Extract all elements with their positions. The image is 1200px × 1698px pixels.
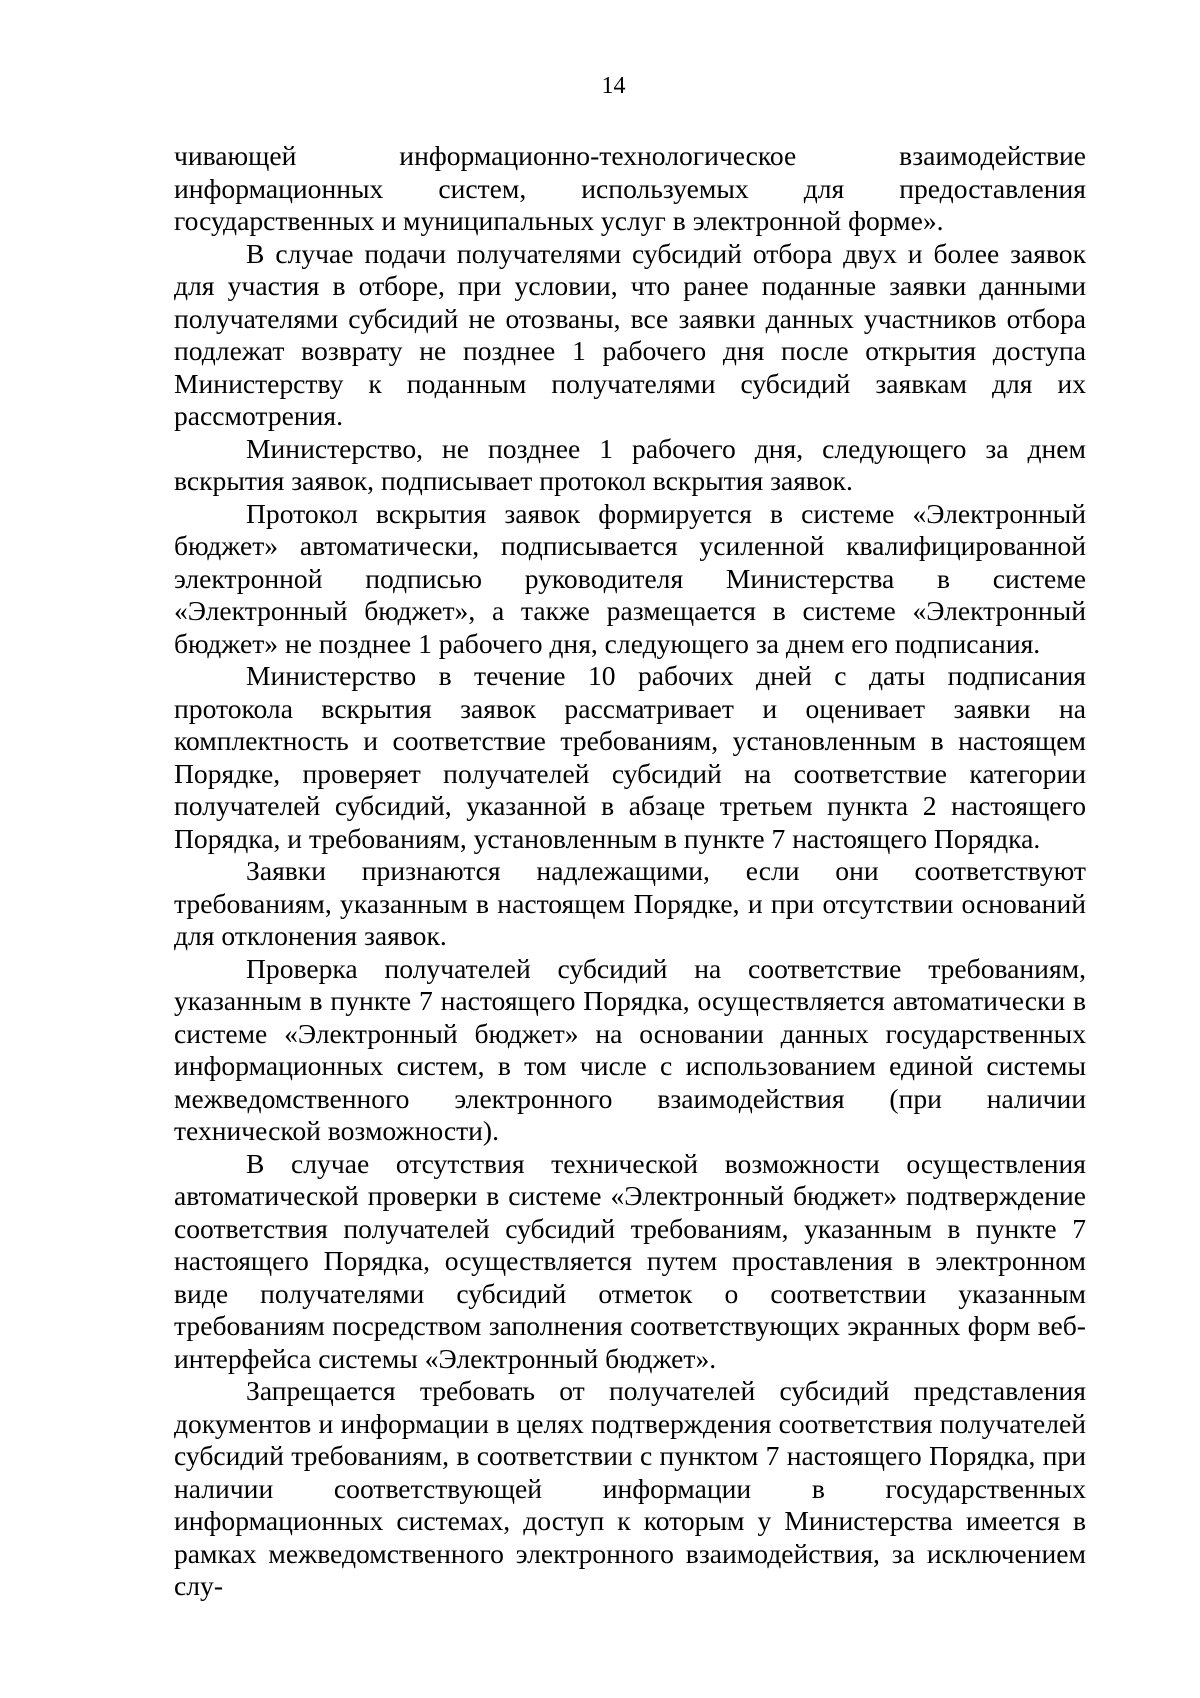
paragraph: Министерство в течение 10 рабочих дней с даты подписания протокола вскрытия заявок рассматривает и оценивает заявки на комплектность и соответствие требованиям, установленным в настоящем Порядке, проверяет получателей субсидий на соответствие категории получателей субсидий, указанной в абзаце третьем пункта 2 настоящего Порядка, и требованиям, установленным в пункте 7 настоящего Порядка. bbox=[174, 660, 1086, 854]
document-body bbox=[174, 140, 1086, 1603]
page-number: 14 bbox=[601, 73, 626, 99]
paragraph: чивающей информационно-технологическое взаимодействие информационных систем, используемых для предоставления государственных и муниципальных услуг в электронной форме». bbox=[174, 140, 1086, 236]
paragraph: В случае отсутствия технической возможности осуществления автоматической проверки в системе «Электронный бюджет» подтверждение соответствия получателей субсидий требованиям, указанным в пункте 7 настоящего Порядка, осуществляется путем проставления в электронном виде получателями субсидий отметок о соответствии указанным требованиям посредством заполнения соответствующих экранных форм веб-интерфейса системы «Электронный бюджет». bbox=[174, 1147, 1086, 1374]
paragraph: Запрещается требовать от получателей субсидий представления документов и информации в целях подтверждения соответствия получателей субсидий требованиям, в соответствии с пунктом 7 настоящего Порядка, при наличии соответствующей информации в государственных информационных системах, доступ к которым у Министерства имеется в рамках межведомственного электронного взаимодействия, за исключением слу- bbox=[174, 1375, 1086, 1601]
paragraph: Министерство, не позднее 1 рабочего дня, следующего за днем вскрытия заявок, подписывает протокол вскрытия заявок. bbox=[174, 432, 1086, 496]
paragraph: Протокол вскрытия заявок формируется в системе «Электронный бюджет» автоматически, подписывается усиленной квалифицированной электронной подписью руководителя Министерства в системе «Электронный бюджет», а также размещается в системе «Электронный бюджет» не позднее 1 рабочего дня, следующего за днем его подписания. bbox=[174, 497, 1086, 659]
paragraph: Заявки признаются надлежащими, если они соответствуют требованиям, указанным в настоящем Порядке, и при отсутствии оснований для отклонения заявок. bbox=[174, 855, 1086, 951]
paragraph: В случае подачи получателями субсидий отбора двух и более заявок для участия в отборе, при условии, что ранее поданные заявки данными получателями субсидий не отозваны, все заявки данных участников отбора подлежат возврату не позднее 1 рабочего дня после открытия доступа Министерству к поданным получателями субсидий заявкам для их рассмотрения. bbox=[174, 237, 1086, 431]
paragraph: Проверка получателей субсидий на соответствие требованиям, указанным в пункте 7 настоящего Порядка, осуществляется автоматически в системе «Электронный бюджет» на основании данных государственных информационных систем, в том числе с использованием единой системы межведомственного электронного взаимодействия (при наличии технической возможности). bbox=[174, 952, 1086, 1146]
